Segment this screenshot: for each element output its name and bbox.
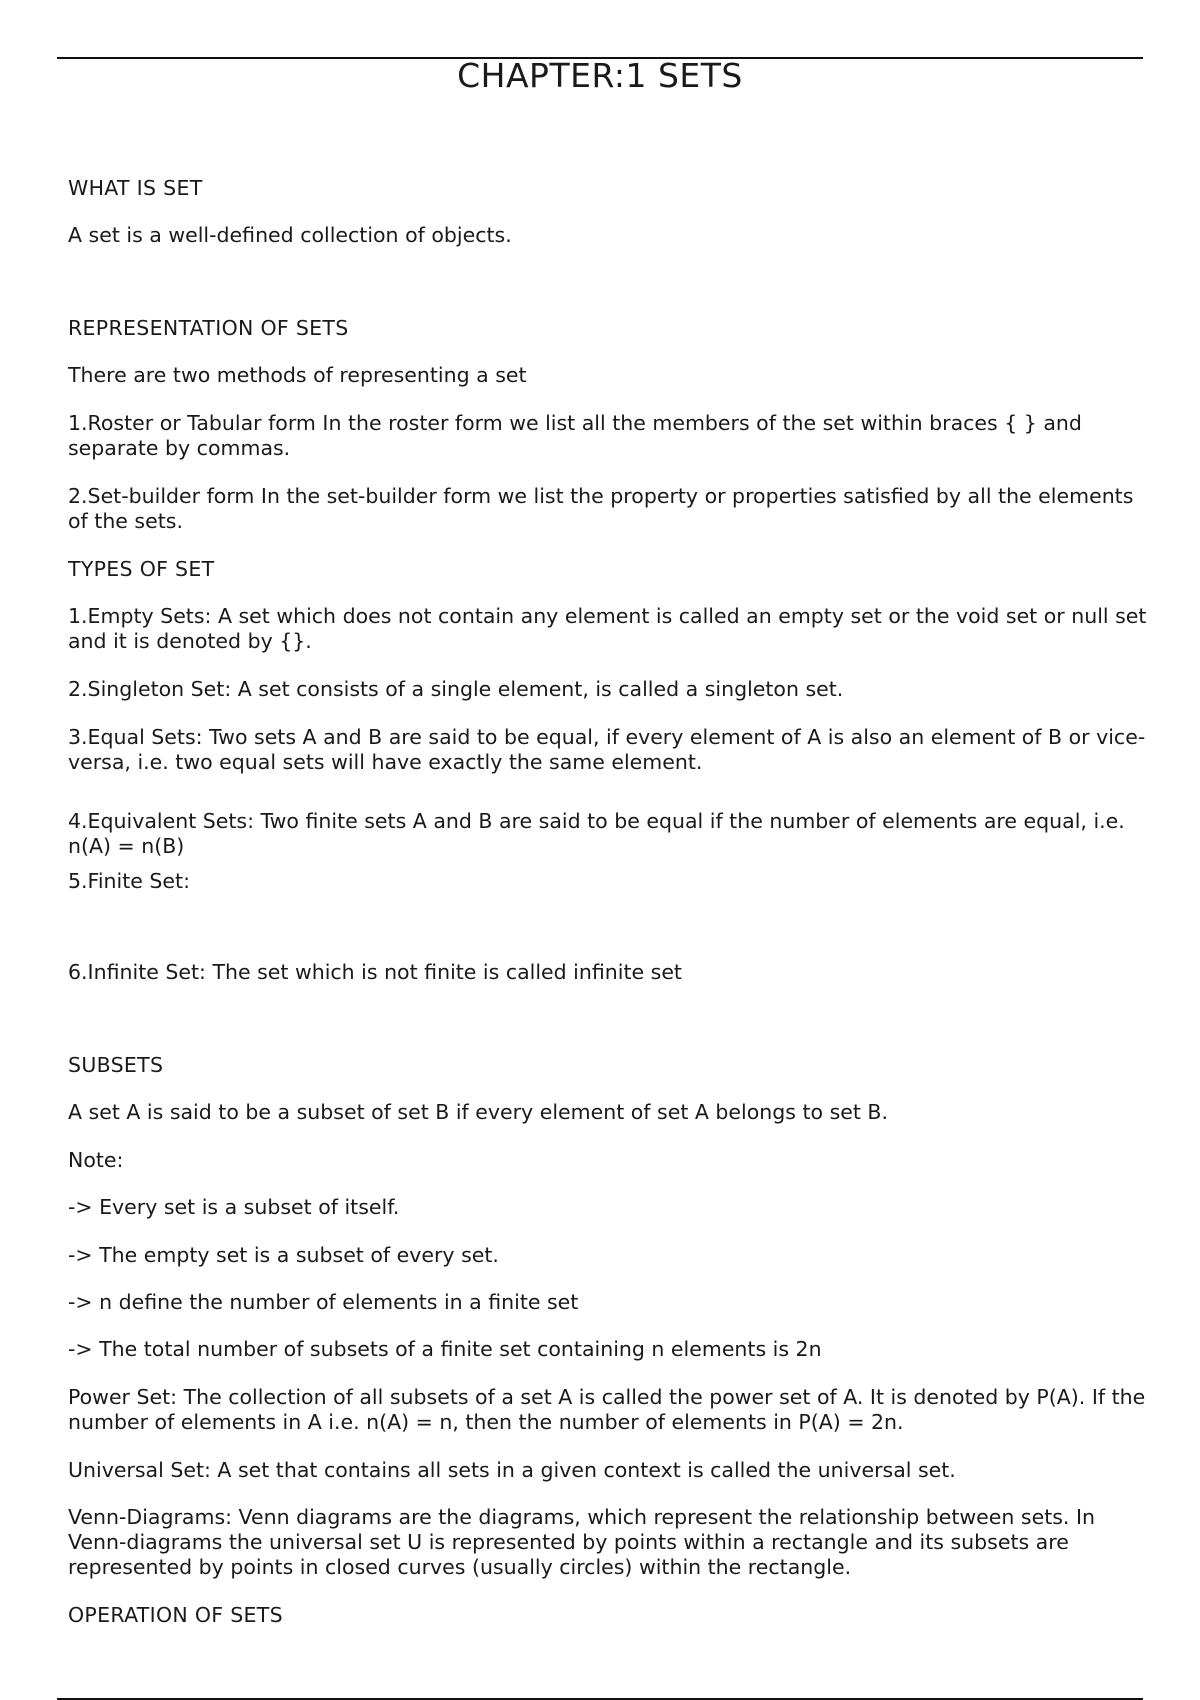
heading-subsets: SUBSETS [68,1053,164,1077]
paragraph-empty-sets: 1.Empty Sets: A set which does not contain any element is called an empty set or the void set or null set and it is denoted by {}. [68,604,1147,653]
note-item-2: -> The empty set is a subset of every set. [68,1243,499,1267]
paragraph-equivalent-sets: 4.Equivalent Sets: Two finite sets A and B are said to be equal if the number of elements are equal, i.e. n(A) = n(B) [68,809,1125,858]
heading-what-is-set: WHAT IS SET [68,176,203,200]
paragraph-infinite-set: 6.Infinite Set: The set which is not finite is called infinite set [68,960,682,984]
heading-representation: REPRESENTATION OF SETS [68,316,349,340]
paragraph-subset-definition: A set A is said to be a subset of set B if every element of set A belongs to set B. [68,1100,888,1124]
note-item-4: -> The total number of subsets of a finite set containing n elements is 2n [68,1337,822,1361]
paragraph-representation-intro: There are two methods of representing a set [68,363,527,387]
note-label: Note: [68,1148,124,1172]
paragraph-set-definition: A set is a well-defined collection of objects. [68,223,512,247]
note-item-3: -> n define the number of elements in a finite set [68,1290,579,1314]
paragraph-equal-sets: 3.Equal Sets: Two sets A and B are said to be equal, if every element of A is also an element of B or vice-versa, i.e. two equal sets will have exactly the same element. [68,725,1146,774]
paragraph-venn-diagrams: Venn-Diagrams: Venn diagrams are the diagrams, which represent the relationship between sets. In Venn-diagrams the universal set U is represented by points within a rectangle and its subsets are represented by points in closed curves (usually circles) within the rectangle. [68,1505,1096,1579]
paragraph-singleton-set: 2.Singleton Set: A set consists of a single element, is called a singleton set. [68,677,844,701]
paragraph-universal-set: Universal Set: A set that contains all sets in a given context is called the universal set. [68,1458,956,1482]
paragraph-set-builder-form: 2.Set-builder form In the set-builder form we list the property or properties satisfied by all the elements of the sets. [68,484,1134,533]
paragraph-finite-set: 5.Finite Set: [68,869,190,893]
page-title: CHAPTER:1 SETS [457,56,743,95]
note-item-1: -> Every set is a subset of itself. [68,1195,400,1219]
paragraph-roster-form: 1.Roster or Tabular form In the roster form we list all the members of the set within braces { } and separate by commas. [68,411,1082,460]
heading-types-of-set: TYPES OF SET [68,557,215,581]
heading-operation-of-sets: OPERATION OF SETS [68,1603,283,1627]
paragraph-power-set: Power Set: The collection of all subsets of a set A is called the power set of A. It is denoted by P(A). If the number of elements in A i.e. n(A) = n, then the number of elements in P(A) = 2n. [68,1385,1146,1434]
